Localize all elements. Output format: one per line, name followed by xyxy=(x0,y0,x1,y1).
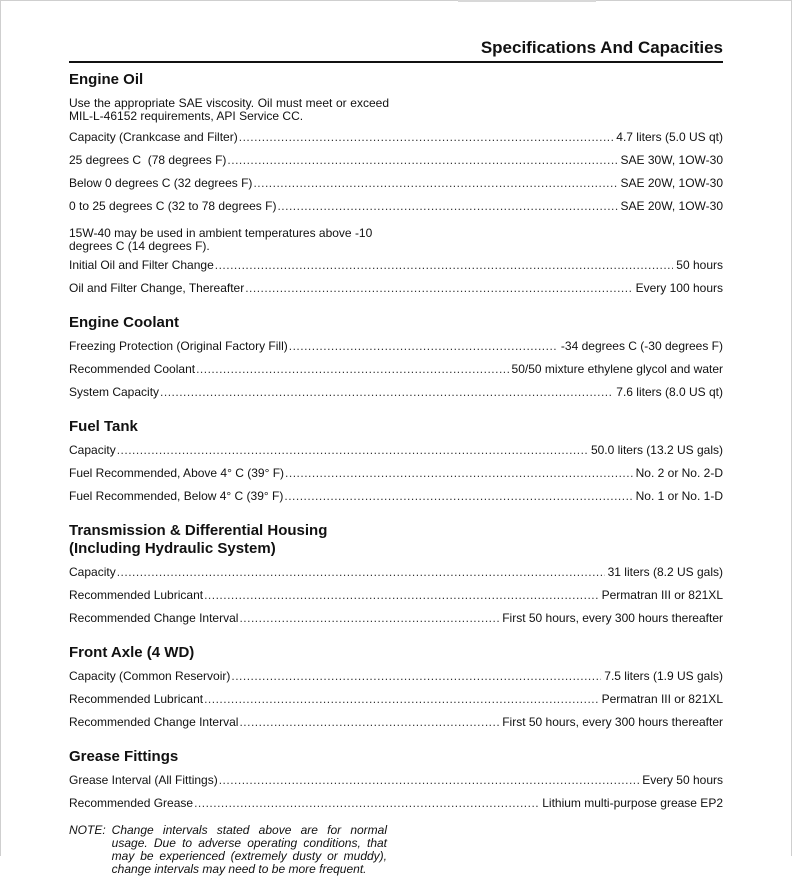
section-heading-fuel-tank: Fuel Tank xyxy=(69,418,138,435)
leader-dots xyxy=(196,363,508,376)
spec-row xyxy=(69,386,723,409)
leader-dots xyxy=(215,259,674,272)
spec-label: Capacity xyxy=(69,444,116,457)
spec-value: Permatran III or 821XL xyxy=(601,589,723,602)
section-heading-transmission xyxy=(69,522,723,558)
engine-oil-intro: Use the appropriate SAE viscosity. Oil must meet or exceed MIL-L-46152 requirements, API Service CC. xyxy=(69,96,389,123)
leader-dots xyxy=(277,200,617,213)
spec-row xyxy=(69,177,723,200)
section-heading-front-axle: Front Axle (4 WD) xyxy=(69,644,195,661)
spec-value: 50 hours xyxy=(676,259,723,272)
engine-oil-note: 15W-40 may be used in ambient temperatures above -10 degrees C (14 degrees F). xyxy=(69,226,373,253)
spec-value: No. 1 or No. 1-D xyxy=(635,490,723,503)
spec-value: 7.5 liters (1.9 US gals) xyxy=(604,670,723,683)
spec-row xyxy=(69,154,723,177)
spec-row xyxy=(69,200,723,223)
spec-page xyxy=(69,38,723,876)
spec-label: Recommended Lubricant xyxy=(69,589,204,602)
section-heading-grease-fittings: Grease Fittings xyxy=(69,748,179,765)
spec-row xyxy=(69,797,723,820)
spec-value: No. 2 or No. 2-D xyxy=(635,467,723,480)
spec-row xyxy=(69,490,723,513)
spec-row xyxy=(69,467,723,490)
spec-row xyxy=(69,363,723,386)
maintenance-note xyxy=(69,824,387,876)
leader-dots xyxy=(285,467,633,480)
spec-value: First 50 hours, every 300 hours thereafter xyxy=(502,716,723,729)
spec-label: Grease Interval (All Fittings) xyxy=(69,774,218,787)
spec-label: Capacity xyxy=(69,566,116,579)
leader-dots xyxy=(117,444,588,457)
spec-value: 7.6 liters (8.0 US qt) xyxy=(616,386,723,399)
spec-label: Freezing Protection (Original Factory Fill) xyxy=(69,340,288,353)
leader-dots xyxy=(204,589,599,602)
spec-label: Capacity (Crankcase and Filter) xyxy=(69,131,238,144)
spec-value: SAE 20W, 1OW-30 xyxy=(620,177,723,190)
spec-label: Fuel Recommended, Above 4° C (39° F) xyxy=(69,467,285,480)
spec-value: 4.7 liters (5.0 US qt) xyxy=(616,131,723,144)
spec-value: First 50 hours, every 300 hours thereafter xyxy=(502,612,723,625)
spec-value: -34 degrees C (-30 degrees F) xyxy=(560,340,723,353)
spec-row xyxy=(69,566,723,589)
note-label: NOTE: xyxy=(69,823,106,837)
spec-value: 31 liters (8.2 US gals) xyxy=(607,566,723,579)
spec-row xyxy=(69,444,723,467)
leader-dots xyxy=(239,612,499,625)
spec-row xyxy=(69,589,723,612)
leader-dots xyxy=(239,131,614,144)
spec-label: Recommended Grease xyxy=(69,797,194,810)
spec-row xyxy=(69,693,723,716)
leader-dots xyxy=(227,154,617,167)
section-heading-engine-coolant: Engine Coolant xyxy=(69,314,179,331)
leader-dots xyxy=(204,693,599,706)
section-front-axle xyxy=(69,644,723,739)
spec-label: System Capacity xyxy=(69,386,160,399)
spec-label: Capacity (Common Reservoir) xyxy=(69,670,231,683)
spec-row xyxy=(69,774,723,797)
heading-line-1: Transmission & Differential Housing xyxy=(69,522,328,539)
section-transmission xyxy=(69,522,723,635)
leader-dots xyxy=(219,774,640,787)
note-text: Change intervals stated above are for normal usage. Due to adverse operating conditions, that may be experienced (extremely dusty or muddy), change intervals may need to be more frequent. xyxy=(111,823,387,876)
spec-label: 0 to 25 degrees C (32 to 78 degrees F) xyxy=(69,200,277,213)
spec-row xyxy=(69,716,723,739)
spec-row xyxy=(69,612,723,635)
leader-dots xyxy=(160,386,613,399)
leader-dots xyxy=(245,282,632,295)
spec-label: 25 degrees C (78 degrees F) xyxy=(69,154,227,167)
spec-row xyxy=(69,340,723,363)
section-grease-fittings xyxy=(69,748,723,876)
spec-label: Recommended Lubricant xyxy=(69,693,204,706)
spec-row xyxy=(69,131,723,154)
top-edge-mark xyxy=(458,0,596,2)
section-engine-oil xyxy=(69,71,723,305)
spec-value: 50/50 mixture ethylene glycol and water xyxy=(511,363,723,376)
leader-dots xyxy=(239,716,499,729)
leader-dots xyxy=(289,340,558,353)
spec-label: Oil and Filter Change, Thereafter xyxy=(69,282,245,295)
section-engine-coolant xyxy=(69,314,723,409)
heading-line-2: (Including Hydraulic System) xyxy=(69,540,276,557)
page-title: Specifications And Capacities xyxy=(69,38,723,63)
spec-row xyxy=(69,282,723,305)
spec-value: SAE 30W, 1OW-30 xyxy=(620,154,723,167)
spec-label: Recommended Change Interval xyxy=(69,716,239,729)
spec-value: Lithium multi-purpose grease EP2 xyxy=(542,797,723,810)
leader-dots xyxy=(117,566,605,579)
leader-dots xyxy=(253,177,617,190)
section-heading-engine-oil: Engine Oil xyxy=(69,71,144,88)
spec-value: 50.0 liters (13.2 US gals) xyxy=(590,444,723,457)
spec-label: Below 0 degrees C (32 degrees F) xyxy=(69,177,253,190)
spec-label: Initial Oil and Filter Change xyxy=(69,259,214,272)
spec-value: Permatran III or 821XL xyxy=(601,693,723,706)
spec-value: SAE 20W, 1OW-30 xyxy=(620,200,723,213)
spec-row xyxy=(69,670,723,693)
spec-label: Fuel Recommended, Below 4° C (39° F) xyxy=(69,490,284,503)
section-fuel-tank xyxy=(69,418,723,513)
leader-dots xyxy=(194,797,539,810)
spec-label: Recommended Change Interval xyxy=(69,612,239,625)
spec-value: Every 50 hours xyxy=(642,774,723,787)
leader-dots xyxy=(284,490,632,503)
spec-label: Recommended Coolant xyxy=(69,363,196,376)
spec-value: Every 100 hours xyxy=(635,282,723,295)
leader-dots xyxy=(231,670,601,683)
spec-row xyxy=(69,259,723,282)
